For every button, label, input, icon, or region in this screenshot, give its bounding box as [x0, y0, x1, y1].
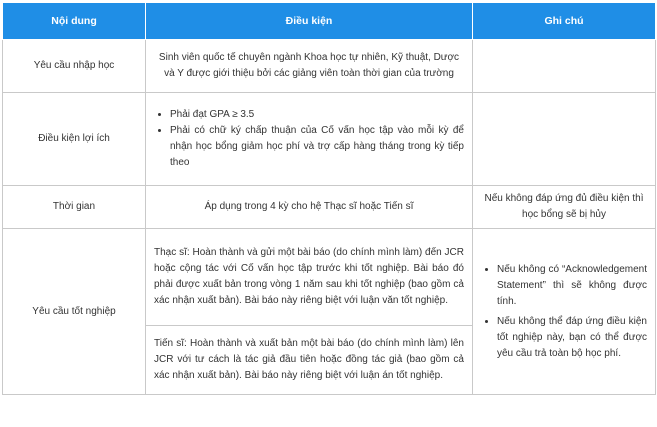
note-cell [473, 40, 656, 93]
scholarship-requirements-table [2, 2, 656, 395]
note-cell [473, 229, 656, 395]
condition-cell-master: Thạc sĩ: Hoàn thành và gửi một bài báo (do chính mình làm) đến JCR hoặc cộng tác với Cố vấn học tập trước khi tốt nghiệp. Bài báo đó phải được xuất bản trong vòng 1 năm sau khi tốt nghiệp (bao gồm cả xác nhận xuất bản). Bài báo này riêng biệt với luận văn tốt nghiệp. [146, 229, 473, 326]
list-item: • Phải có chữ ký chấp thuận của Cố vấn học tập vào mỗi kỳ để nhận học bổng giảm học phí và trợ cấp hàng tháng trong kỳ tiếp theo [170, 123, 464, 171]
condition-cell: Sinh viên quốc tế chuyên ngành Khoa học tự nhiên, Kỹ thuật, Dược và Y được giới thiệu bởi các giảng viên toàn thời gian của trường [146, 40, 473, 93]
table-header-row [3, 3, 656, 40]
condition-cell: Áp dụng trong 4 kỳ cho hệ Thạc sĩ hoặc Tiến sĩ [146, 186, 473, 229]
row-label: Yêu cầu tốt nghiệp [3, 229, 146, 395]
note-list [481, 262, 647, 362]
table-row-duration [3, 186, 656, 229]
condition-cell [146, 93, 473, 186]
table-row-benefit [3, 93, 656, 186]
list-item: • Phải đạt GPA ≥ 3.5 [170, 107, 464, 123]
list-item: • Nếu không có “Acknowledgement Statement” thì sẽ không được tính. [497, 262, 647, 310]
condition-cell-doctor: Tiến sĩ: Hoàn thành và xuất bản một bài báo (do chính mình làm) lên JCR với tư cách là tác giả đầu tiên hoặc đồng tác giả (bao gồm cả xác nhận xuất bản). Bài báo này riêng biệt với luận án tốt nghiệp. [146, 326, 473, 395]
row-label: Điều kiện lợi ích [3, 93, 146, 186]
condition-list [154, 107, 464, 171]
header-note: Ghi chú [473, 3, 656, 40]
table-row-admission [3, 40, 656, 93]
list-item: • Nếu không thể đáp ứng điều kiện tốt nghiệp này, bạn có thể được yêu cầu trả toàn bộ học phí. [497, 314, 647, 362]
note-cell [473, 93, 656, 186]
row-label: Thời gian [3, 186, 146, 229]
note-cell: Nếu không đáp ứng đủ điều kiện thì học bổng sẽ bị hủy [473, 186, 656, 229]
header-condition: Điều kiện [146, 3, 473, 40]
header-content: Nội dung [3, 3, 146, 40]
table-row-graduation [3, 229, 656, 326]
row-label: Yêu cầu nhập học [3, 40, 146, 93]
